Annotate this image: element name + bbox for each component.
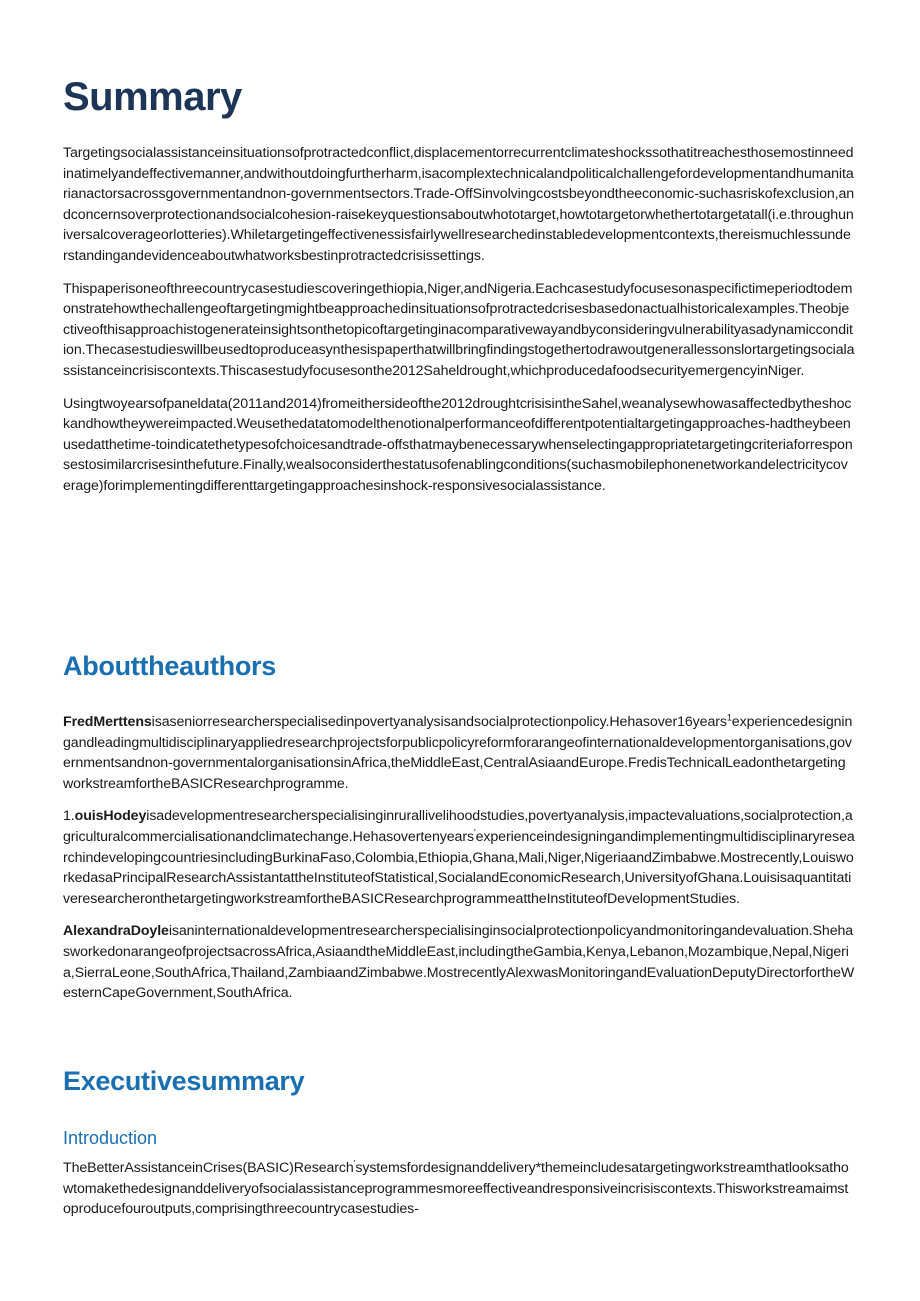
author-bio-text: isadevelopmentresearcherspecialisinginrurallivelihoodstudies,povertyanalysis,impactevaluations,socialprotection,agriculturalcommercialisationandclimatechange.Hehasovertenyears [63,808,853,845]
author-name: ouisHodey [74,808,147,825]
intro-text: systemsfordesignanddelivery*themeincludesatargetingworkstreamthatlooksathowtomakethedesignanddeliveryofsocialassistanceprogrammesmoreeffectiveandresponsiveincrisiscontexts.Thisworkstreamaimstoproducefouroutputs,comprisingthreecountrycasestudies- [63,1160,849,1218]
author-bio-text: experiencedesigningandleadingmultidisciplinaryappliedresearchprojectsforpublicpolicyreformforarangeofinternationaldevelopmentorganisations,governmentsandnon-governmentalorganisationsinAfrica,theMiddleEast,CentralAsiaandEurope.FredisTechnicalLeadonthetargetingworkstreamfortheBASICResearchprogramme. [63,714,853,792]
intro-text: TheBetterAssistanceinCrises(BASIC)Research [63,1160,354,1176]
author-bio-text: isaninternationaldevelopmentresearcherspecialisinginsocialprotectionpolicyandmonitoringandevaluation.ShehasworkedonarangeofprojectsacrossAfrica,AsiaandtheMiddleEast,includingtheGambia,Kenya,Lebanon,Mozambique,Nepal,Nigeria,SierraLeone,SouthAfrica,Thailand,ZambiaandZimbabwe.MostrecentlyAlexwasMonitoringandEvaluationDeputyDirectorfortheWesternCapeGovernment,SouthAfrica. [63,923,855,1002]
footnote-marker: 1 [726,712,732,723]
summary-body [63,143,855,509]
footnote-marker: ' [473,827,476,838]
summary-paragraph-1: Targetingsocialassistanceinsituationsofprotractedconflict,displacementorrecurrentclimateshockssothatitreachesthosemostinneedinatimelyandeffectivemanner,andwithoutdoingfurtherharm,isacomplextechnicalandpoliticalchallengefordevelopmentandhumanitarianactorsacrossgovernmentandnon-governmentsectors.Trade-OffSinvolvingcostsbeyondtheeconomic-suchasriskofexclusion,andconcernsoverprotectionandsocialcohesion-raisekeyquestionsaboutwhototarget,howtotargetorwhethertotargetatall(i.e.throughuniversalcoverageorlotteries).Whiletargetingeffectivenessisfairlywellresearchedinstabledevelopmentcontexts,thereismuchlessunderstandingandevidenceaboutwhatworksbestinprotractedcrisissettings. [63,145,855,264]
introduction-paragraph [63,1158,855,1220]
summary-title: Summary [63,75,242,119]
executive-summary-heading: Executivesummary [63,1066,305,1096]
author-bio-text: isaseniorresearcherspecialisedinpovertyanalysisandsocialprotectionpolicy.Hehasover16years [151,714,727,730]
summary-paragraph-3: Usingtwoyearsofpaneldata(2011and2014)fromeithersideofthe2012droughtcrisisintheSahel,weanalysewhowasaffectedbytheshockandhowtheywereimpacted.Weusethedatatomodelthenotionalperformanceofdifferentpotentialtargetingapproaches-hadtheybeenusedatthetime-toindicatethetypesofchoicesandtrade-offsthatmaybenecessarywhenselectingappropriatetargetingcriteriaforresponsestosimilarcrisesinthefuture.Finally,wealsoconsiderthestatusofenablingconditions(suchasmobilephonenetworkandelectricitycoverage)forimplementingdifferenttargetingapproachesinshock-responsivesocialassistance. [63,395,853,494]
author-name: FredMerttens [63,714,152,730]
author-bio-text: experienceindesigningandimplementingmultidisciplinaryresearchindevelopingcountriesincludingBurkinaFaso,Colombia,Ethiopia,Ghana,Mali,Niger,NigeriaandZimbabwe.Mostrecently,LouisworkedasaPrincipalResearchAssistantattheInstituteofStatistical,SocialandEconomicResearch,UniversityofGhana.LouisisaquantitativeresearcheronthetargetingworkstreamfortheBASICResearchprogrammeattheInstituteofDevelopmentStudies. [63,828,855,907]
footnote-marker: ' [353,1158,356,1169]
about-authors-heading: Abouttheauthors [63,651,276,681]
author-prefix: 1. [63,808,75,825]
authors-list [63,712,855,1016]
introduction-body [63,1158,855,1232]
author-name: AlexandraDoyle [63,923,169,940]
author-bio-1 [63,712,855,794]
author-bio-3 [63,921,855,1003]
introduction-subheading: Introduction [63,1128,158,1148]
author-bio-2 [63,806,855,909]
summary-paragraph-2: Thispaperisoneofthreecountrycasestudiescoveringethiopia,Niger,andNigeria.Eachcasestudyfocusesonaspecifictimeperiodtodemonstratehowthechallengeoftargetingmightbeapproachedinsituationsofprotractedcrisesbasedonactualhistoricalexamples.Theobjectiveofthisapproachistogenerateinsightsonthetopicoftargetinginacomparativewayandbyconsideringvulnerabilityasadynamiccondition.Thecasestudieswillbeusedtoproduceasynthesispaperthatwillbringfindingstogethertodrawoutgenerallessonslortargetingsocialassistanceincrisiscontexts.Thiscasestudyfocusesonthe2012Saheldrought,whichproducedafoodsecurityemergencyinNiger. [63,280,855,379]
